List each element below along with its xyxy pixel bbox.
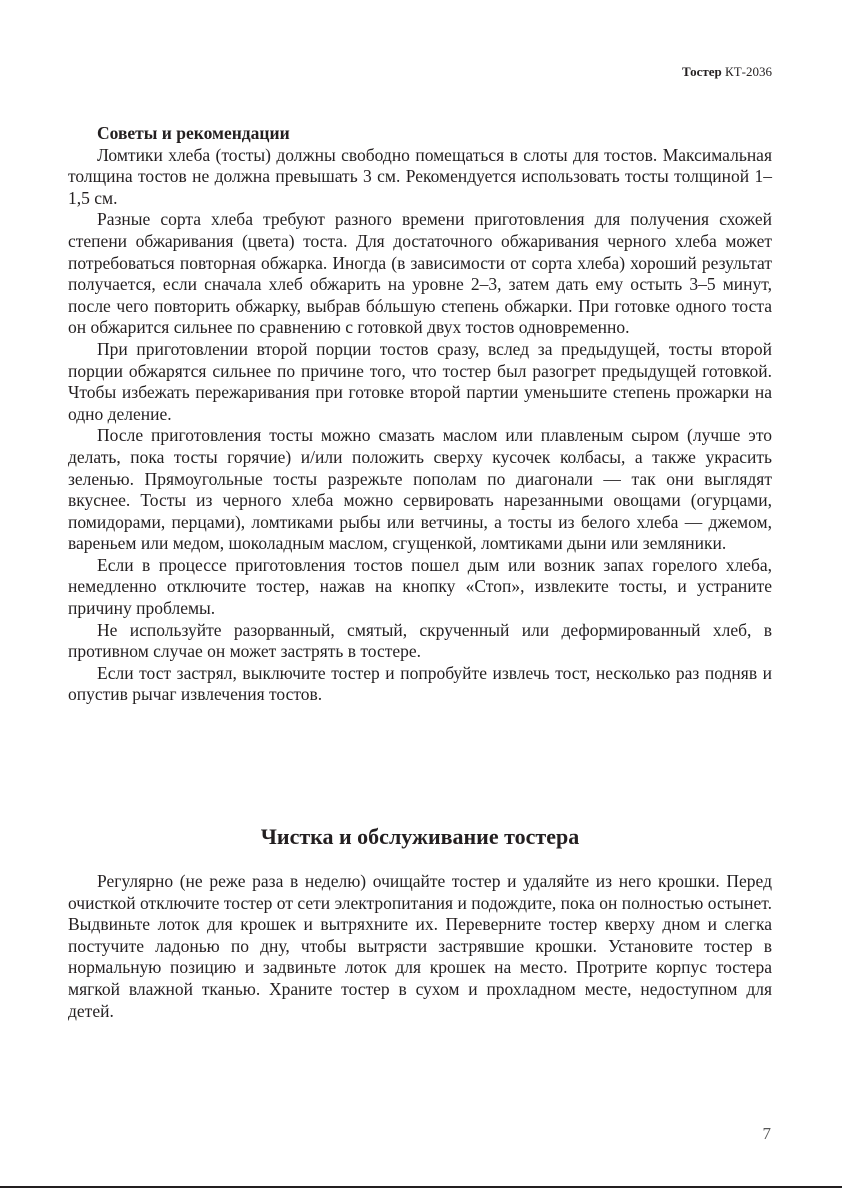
cleaning-paragraph-1: Регулярно (не реже раза в неделю) очищайте тостер и удаляйте из него крошки. Перед очисткой отключите тостер от сети электропитания и подождите, пока он полностью остынет. Выдвиньте лоток для крошек и вытряхните их. Переверните тостер кверху дном и слегка постучите ладонью по дну, чтобы вытрясти застрявшие крошки. Установите тостер в нормальную позицию и задвиньте лоток для крошек на место. Протрите корпус тостера мягкой влажной тканью. Храните тостер в сухом и прохладном месте, недоступном для детей. [68, 871, 772, 1021]
cleaning-section [68, 871, 772, 1022]
tips-paragraph-3: При приготовлении второй порции тостов сразу, вслед за предыдущей, тосты второй порции обжарятся сильнее по причине того, что тостер был разогрет предыдущей готовкой. Чтобы избежать пережаривания при готовке второй партии уменьшите степень прожарки на одно деление. [68, 338, 772, 424]
cleaning-title: Чистка и обслуживание тостера [260, 824, 580, 849]
tips-paragraph-5: Если в процессе приготовления тостов пошел дым или возник запах горелого хлеба, немедленно отключите тостер, нажав на кнопку «Стоп», извлеките тосты, и устраните причину проблемы. [68, 554, 772, 619]
tips-paragraph-6: Не используйте разорванный, смятый, скрученный или деформированный хлеб, в противном случае он может застрять в тостере. [68, 619, 772, 662]
tips-paragraph-7: Если тост застрял, выключите тостер и попробуйте извлечь тост, несколько раз подняв и опустив рычаг извлечения тостов. [68, 662, 772, 705]
tips-paragraph-1: Ломтики хлеба (тосты) должны свободно помещаться в слоты для тостов. Максимальная толщина тостов не должна превышать 3 см. Рекомендуется использовать тосты толщиной 1–1,5 см. [68, 144, 772, 208]
running-header [682, 64, 772, 80]
page-number: 7 [762, 1124, 771, 1143]
header-brand: Тостер [682, 64, 722, 79]
header-model: КТ-2036 [725, 64, 772, 79]
tips-paragraph-4: После приготовления тосты можно смазать маслом или плавленым сыром (лучше это делать, пока тосты горячие) и/или положить сверху кусочек колбасы, а также украсить зеленью. Прямоугольные тосты разрежьте пополам по диагонали — так они выглядят вкуснее. Тосты из черного хлеба можно сервировать нарезанными овощами (огурцами, помидорами, перцами), ломтиками рыбы или ветчины, а тосты из белого хлеба — джемом, вареньем или медом, шоколадным маслом, сгущенкой, ломтиками дыни или земляники. [68, 425, 772, 554]
tips-section [68, 123, 772, 706]
page-bottom-rule [0, 1186, 842, 1188]
tips-heading: Советы и рекомендации [97, 123, 290, 143]
tips-paragraph-2: Разные сорта хлеба требуют разного времени приготовления для получения схожей степени обжаривания (цвета) тоста. Для достаточного обжаривания черного хлеба может потребоваться повторная обжарка. Иногда (в зависимости от сорта хлеба) хороший результат получается, если сначала хлеб обжарить на уровне 2–3, затем дать ему остыть 3–5 минут, после чего повторить обжарку, выбрав бóльшую степень обжарки. При готовке одного тоста он обжарится сильнее по сравнению с готовкой двух тостов одновременно. [68, 209, 772, 338]
